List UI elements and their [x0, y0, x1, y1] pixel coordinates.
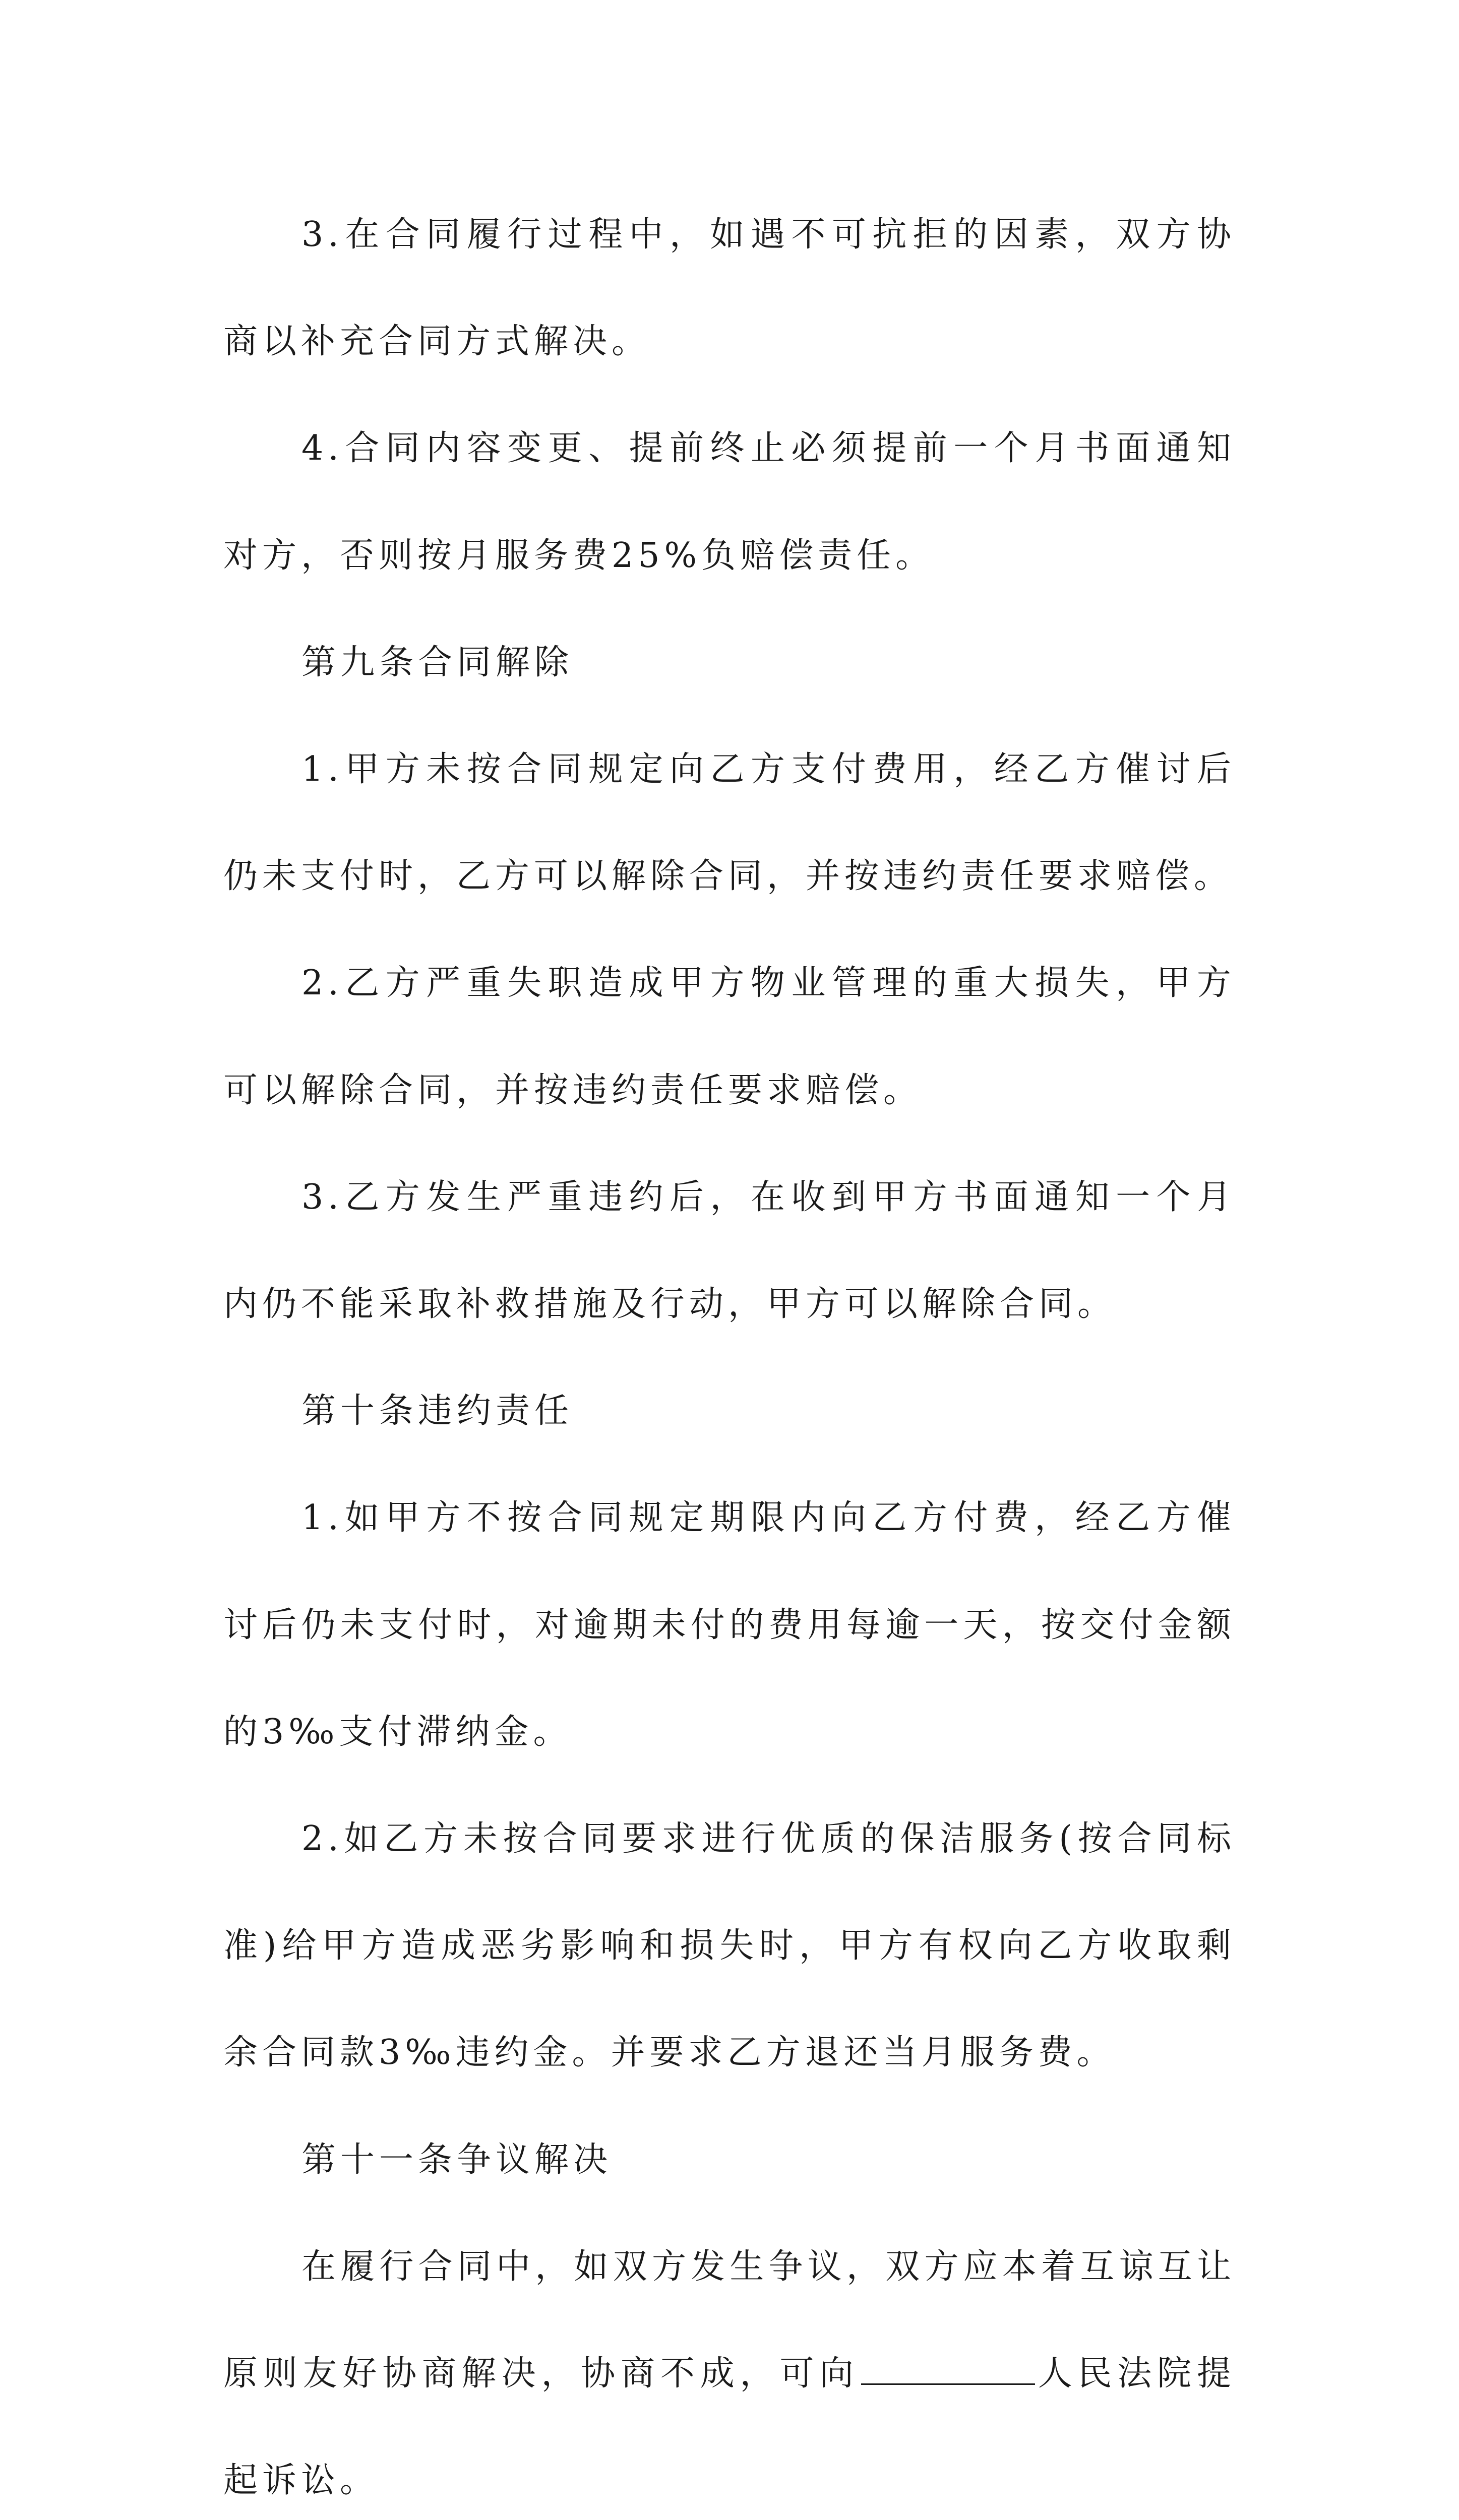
dispute-text-before: 在履行合同中，如双方发生争议，双方应本着互谅互让原则友好协商解决，协商不成，可向 — [223, 2246, 1236, 2394]
clause-9-item-1: 1.甲方未按合同规定向乙方支付费用，经乙方催讨后仍未支付时，乙方可以解除合同，并按违约责任要求赔偿。 — [223, 749, 1236, 897]
clause-9-item-3: 3.乙方发生严重违约后，在收到甲方书面通知一个月内仍不能采取补救措施及行动，甲方可以解除合同。 — [223, 1177, 1236, 1325]
heading-clause-10: 第十条违约责任 — [301, 1391, 574, 1431]
clause-10-item-1: 1.如甲方不按合同规定期限内向乙方付费，经乙方催讨后仍未支付时，对逾期未付的费用每逾一天，按交付金额的3‰支付滞纳金。 — [223, 1498, 1236, 1752]
clause-9-item-2: 2.乙方严重失职造成甲方物业管理的重大损失，甲方可以解除合同，并按违约责任要求赔偿。 — [223, 963, 1236, 1110]
clause-10-item-2: 2.如乙方未按合同要求进行优质的保洁服务(按合同标准)给甲方造成恶劣影响和损失时，甲方有权向乙方收取剩余合同款3‰违约金。并要求乙方退还当月服务费。 — [223, 1819, 1236, 2073]
heading-clause-11: 第十一条争议解决 — [301, 2139, 613, 2180]
heading-clause-9: 第九条合同解除 — [301, 642, 574, 682]
clause-8-item-3: 3.在合同履行过程中，如遇不可抗拒的因素，双方协商以补充合同方式解决。 — [223, 215, 1236, 362]
court-name-blank — [861, 2354, 1035, 2385]
clause-8-item-4: 4.合同内容变更、提前终止必须提前一个月书面通知对方，否则按月服务费25%负赔偿责任。 — [223, 428, 1236, 576]
dispute-text-after: 人民法院提起诉讼。 — [223, 2354, 1236, 2501]
clause-11-text — [223, 2214, 1236, 2520]
document-body — [223, 181, 1236, 2520]
